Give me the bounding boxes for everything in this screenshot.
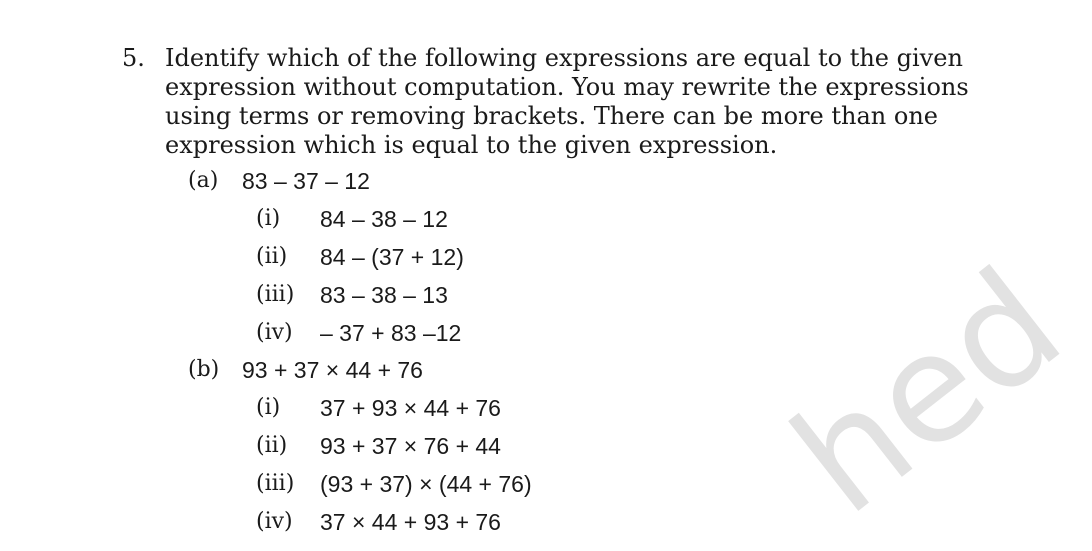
question-text bbox=[165, 44, 969, 160]
question-line: expression which is equal to the given expression. bbox=[165, 131, 778, 159]
option-label: (iii) bbox=[256, 282, 295, 307]
option-expression: 83 – 38 – 13 bbox=[320, 282, 448, 308]
option-label: (iv) bbox=[256, 320, 293, 345]
option-expression: – 37 + 83 –12 bbox=[320, 320, 462, 346]
part-b-label: (b) bbox=[188, 357, 220, 382]
option-expression: (93 + 37) × (44 + 76) bbox=[320, 471, 532, 497]
option-expression: 84 – (37 + 12) bbox=[320, 244, 464, 270]
option-expression: 37 + 93 × 44 + 76 bbox=[320, 395, 501, 421]
option-expression: 84 – 38 – 12 bbox=[320, 206, 448, 232]
part-b-expression: 93 + 37 × 44 + 76 bbox=[242, 357, 423, 383]
part-a-label: (a) bbox=[188, 168, 219, 193]
question-line: Identify which of the following expressions are equal to the given bbox=[165, 44, 963, 72]
part-a-expression: 83 – 37 – 12 bbox=[242, 168, 370, 194]
watermark: hed bbox=[762, 236, 1092, 548]
option-label: (iv) bbox=[256, 509, 293, 534]
question-number: 5. bbox=[122, 44, 145, 72]
option-label: (ii) bbox=[256, 244, 288, 269]
question-line: using terms or removing brackets. There can be more than one bbox=[165, 102, 938, 130]
option-expression: 93 + 37 × 76 + 44 bbox=[320, 433, 501, 459]
option-label: (i) bbox=[256, 395, 281, 420]
option-expression: 37 × 44 + 93 + 76 bbox=[320, 509, 501, 535]
question-line: expression without computation. You may rewrite the expressions bbox=[165, 73, 969, 101]
option-label: (i) bbox=[256, 206, 281, 231]
option-label: (ii) bbox=[256, 433, 288, 458]
option-label: (iii) bbox=[256, 471, 295, 496]
